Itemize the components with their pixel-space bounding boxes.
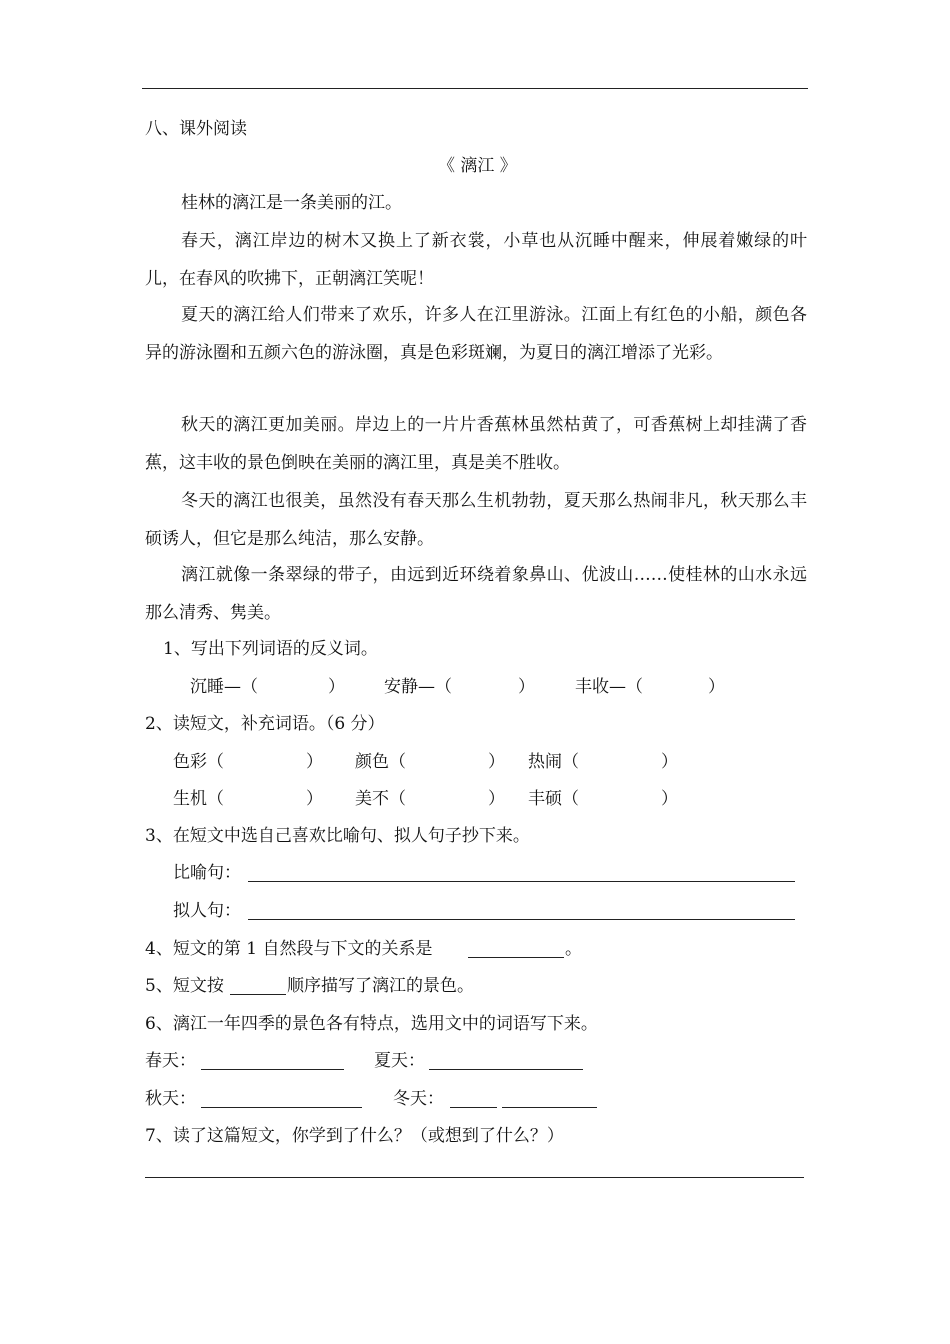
q6-spring-answer-line[interactable] bbox=[201, 1049, 344, 1070]
q2-r2-word-2: 美不（ bbox=[355, 789, 406, 809]
q2-r2-answer-3[interactable] bbox=[583, 787, 661, 811]
q2-r2-word-3: 丰硕（ bbox=[528, 789, 579, 809]
q6-prompt: 6、漓江一年四季的景色各有特点，选用文中的词语写下来。 bbox=[145, 1014, 598, 1034]
top-rule bbox=[142, 88, 808, 89]
q6-winter-answer-line-1[interactable] bbox=[450, 1087, 497, 1108]
q1-answer-3[interactable] bbox=[652, 675, 708, 699]
q6-winter-label: 冬天： bbox=[393, 1089, 444, 1109]
q1-prompt: 1、写出下列词语的反义词。 bbox=[163, 639, 378, 659]
q3-personification-answer-line[interactable] bbox=[248, 899, 795, 920]
q2-r1-close-2: ） bbox=[488, 752, 505, 772]
article-title: 《 漓江 》 bbox=[438, 156, 517, 176]
q2-r2-answer-1[interactable] bbox=[228, 787, 306, 811]
q2-r1-answer-2[interactable] bbox=[410, 750, 488, 774]
paragraph-4: 秋天的漓江更加美丽。岸边上的一片片香蕉林虽然枯黄了，可香蕉树上却挂满了香蕉，这丰收的景色倒映在美丽的漓江里，真是美不胜收。 bbox=[145, 415, 807, 473]
q6-spring-label: 春天： bbox=[145, 1051, 196, 1071]
q6-winter-answer-line-2[interactable] bbox=[502, 1087, 597, 1108]
q6-summer-label: 夏天： bbox=[374, 1051, 425, 1071]
q2-r2-word-1: 生机（ bbox=[173, 789, 224, 809]
paragraph-6: 漓江就像一条翠绿的带子，由远到近环绕着象鼻山、优波山……使桂林的山水永远那么清秀、隽美。 bbox=[145, 565, 807, 623]
q1-close-2: ） bbox=[518, 677, 535, 697]
paragraph-5: 冬天的漓江也很美，虽然没有春天那么生机勃勃，夏天那么热闹非凡，秋天那么丰硕诱人，但它是那么纯洁，那么安静。 bbox=[145, 491, 807, 549]
q1-word-1: 沉睡—（ bbox=[190, 677, 258, 697]
q7-prompt: 7、读了这篇短文，你学到了什么？（或想到了什么？） bbox=[145, 1126, 564, 1146]
paragraph-2: 春天，漓江岸边的树木又换上了新衣裳，小草也从沉睡中醒来，伸展着嫩绿的叶儿，在春风的吹拂下，正朝漓江笑呢！ bbox=[145, 231, 807, 289]
q2-r1-word-2: 颜色（ bbox=[355, 752, 406, 772]
q3-prompt: 3、在短文中选自己喜欢比喻句、拟人句子抄下来。 bbox=[145, 826, 530, 846]
q7-answer-line[interactable] bbox=[145, 1177, 804, 1178]
q2-prompt: 2、读短文，补充词语。（6 分） bbox=[145, 714, 385, 734]
q6-autumn-label: 秋天： bbox=[145, 1089, 196, 1109]
q5-prompt-start: 5、短文按 bbox=[145, 976, 224, 996]
q2-r1-close-3: ） bbox=[661, 752, 678, 772]
q6-summer-answer-line[interactable] bbox=[429, 1049, 583, 1070]
q5-prompt-end: 顺序描写了漓江的景色。 bbox=[287, 976, 474, 996]
q3-simile-answer-line[interactable] bbox=[248, 861, 795, 882]
q2-r1-word-3: 热闹（ bbox=[528, 752, 579, 772]
q3-personification-label: 拟人句： bbox=[173, 901, 241, 921]
q5-answer-line[interactable] bbox=[230, 974, 286, 995]
q2-r2-close-2: ） bbox=[488, 789, 505, 809]
q1-word-3: 丰收—（ bbox=[575, 677, 643, 697]
paragraph-3: 夏天的漓江给人们带来了欢乐，许多人在江里游泳。江面上有红色的小船，颜色各异的游泳圈和五颜六色的游泳圈，真是色彩斑斓，为夏日的漓江增添了光彩。 bbox=[145, 305, 807, 363]
q2-r2-close-3: ） bbox=[661, 789, 678, 809]
q2-r2-close-1: ） bbox=[306, 789, 323, 809]
section-heading: 八、课外阅读 bbox=[145, 119, 247, 139]
q1-close-3: ） bbox=[708, 677, 725, 697]
q2-r1-answer-1[interactable] bbox=[228, 750, 306, 774]
paragraph-1: 桂林的漓江是一条美丽的江。 bbox=[181, 193, 402, 213]
q3-simile-label: 比喻句： bbox=[173, 863, 241, 883]
q1-answer-2[interactable] bbox=[462, 675, 518, 699]
q4-prompt: 4、短文的第 1 自然段与下文的关系是 bbox=[145, 939, 433, 959]
q4-answer-line[interactable] bbox=[468, 937, 564, 958]
q1-close-1: ） bbox=[328, 677, 345, 697]
q1-word-2: 安静—（ bbox=[384, 677, 452, 697]
q4-period: 。 bbox=[565, 939, 582, 959]
q2-r2-answer-2[interactable] bbox=[410, 787, 488, 811]
q6-autumn-answer-line[interactable] bbox=[201, 1087, 362, 1108]
q1-answer-1[interactable] bbox=[272, 675, 328, 699]
q2-r1-word-1: 色彩（ bbox=[173, 752, 224, 772]
q2-r1-answer-3[interactable] bbox=[583, 750, 661, 774]
q2-r1-close-1: ） bbox=[306, 752, 323, 772]
